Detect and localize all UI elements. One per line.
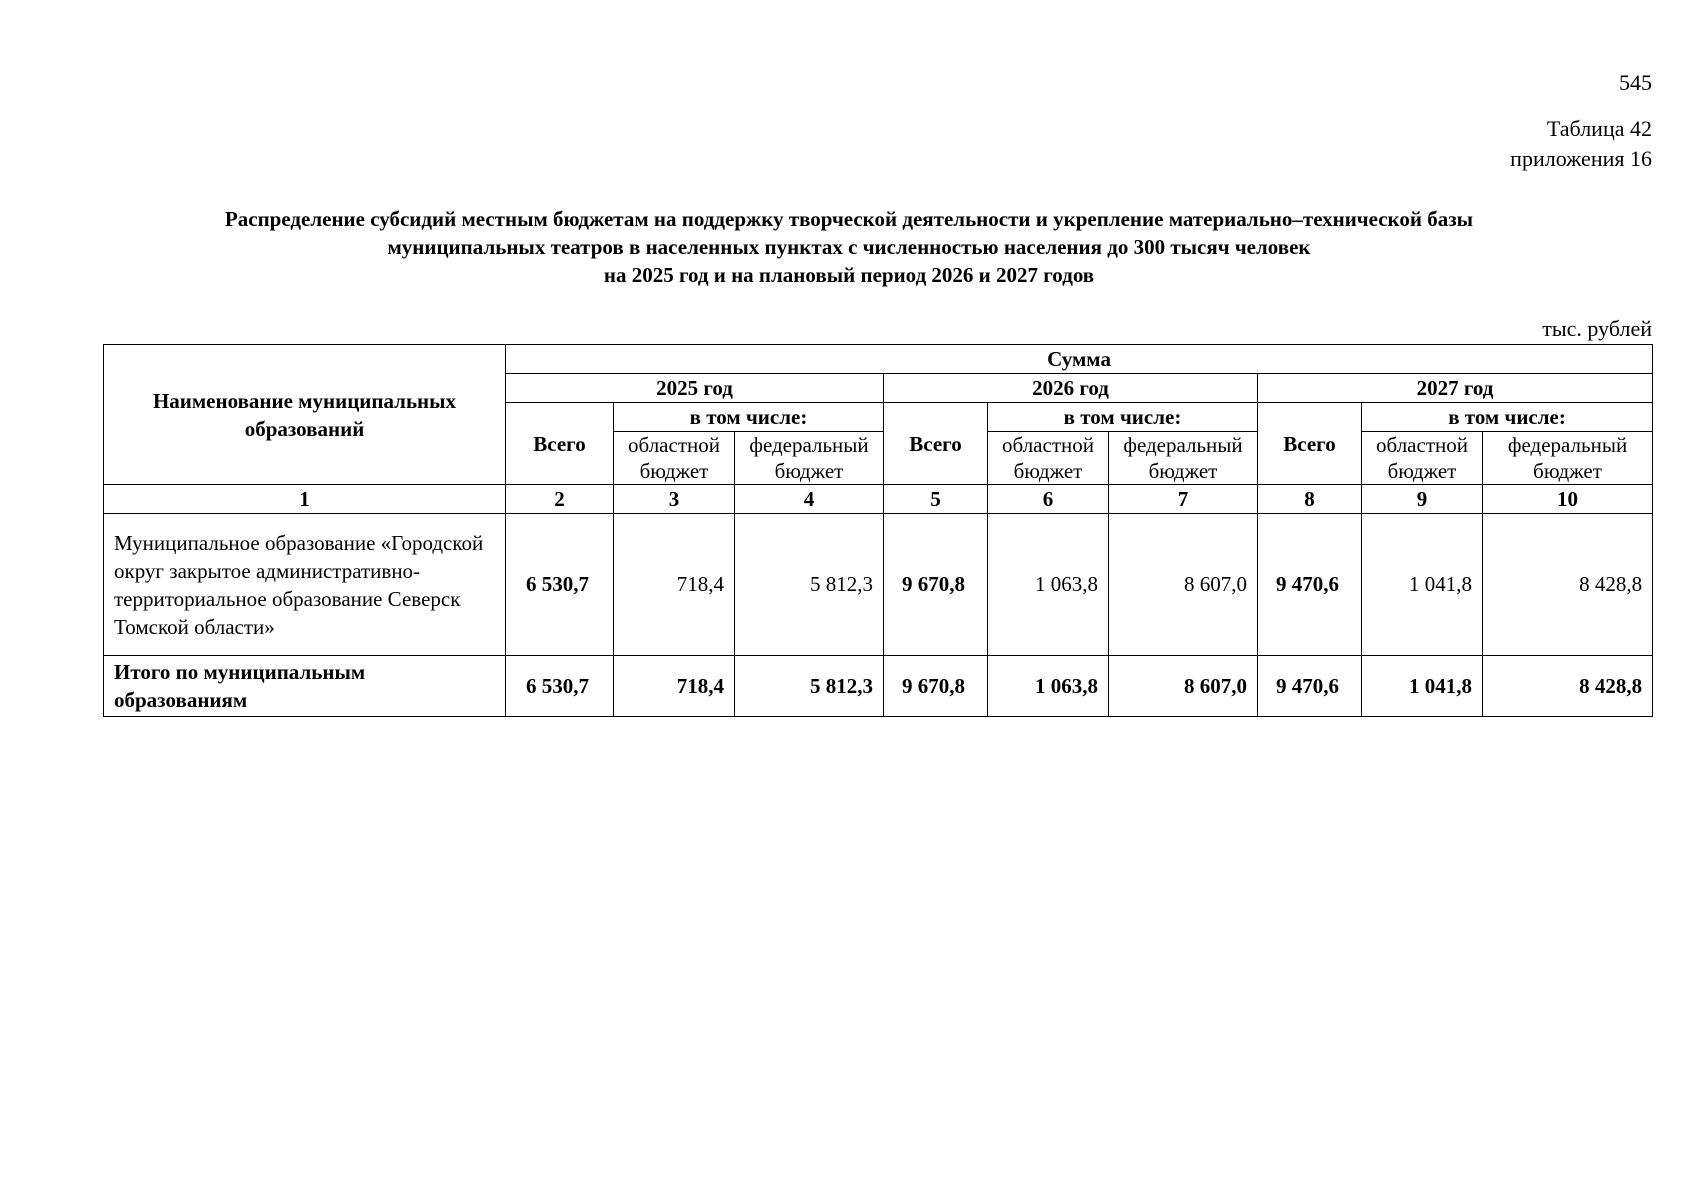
table-ref-line-1: Таблица 42	[1546, 116, 1652, 141]
header-including-2026: в том числе:	[988, 403, 1258, 432]
page-number: 545	[1619, 70, 1652, 95]
header-name-col: Наименование муниципальных образований	[104, 345, 506, 485]
total-value-cell: 8 428,8	[1483, 656, 1653, 717]
title-line-1: Распределение субсидий местным бюджетам на поддержку творческой деятельности и укрепление материально–технической базы	[224, 207, 1474, 231]
title-line-2: муниципальных театров в населенных пунктах с численностью населения до 300 тысяч человек	[387, 235, 1311, 259]
column-number: 9	[1362, 485, 1483, 514]
units-label: тыс. рублей	[1542, 316, 1652, 341]
header-total-2025: Всего	[506, 403, 614, 485]
table-ref-line-2: приложения 16	[1510, 146, 1652, 171]
column-number: 8	[1258, 485, 1362, 514]
value-cell: 9 470,6	[1258, 514, 1362, 656]
column-number: 5	[884, 485, 988, 514]
total-row	[104, 656, 1653, 717]
header-federal-2025: федеральный бюджет	[735, 432, 884, 485]
column-number: 2	[506, 485, 614, 514]
total-value-cell: 718,4	[614, 656, 735, 717]
header-total-2027: Всего	[1258, 403, 1362, 485]
value-cell: 6 530,7	[506, 514, 614, 656]
header-year-2025: 2025 год	[506, 374, 884, 403]
municipality-name: Муниципальное образование «Городской округ закрытое административно-территориальное образование Северск Томской области»	[104, 514, 506, 656]
value-cell: 718,4	[614, 514, 735, 656]
header-total-2026: Всего	[884, 403, 988, 485]
total-value-cell: 5 812,3	[735, 656, 884, 717]
value-cell: 5 812,3	[735, 514, 884, 656]
header-sum: Сумма	[506, 345, 1653, 374]
header-row-sum	[104, 345, 1653, 374]
table-reference	[1510, 114, 1652, 174]
column-number: 7	[1109, 485, 1258, 514]
column-numbers-row	[104, 485, 1653, 514]
subsidy-table	[103, 344, 1653, 717]
table-row	[104, 514, 1653, 656]
header-federal-2027: федеральный бюджет	[1483, 432, 1653, 485]
header-year-2027: 2027 год	[1258, 374, 1653, 403]
total-value-cell: 1 063,8	[988, 656, 1109, 717]
value-cell: 8 607,0	[1109, 514, 1258, 656]
header-federal-2026: федеральный бюджет	[1109, 432, 1258, 485]
column-number: 1	[104, 485, 506, 514]
title-line-3: на 2025 год и на плановый период 2026 и 2027 годов	[603, 263, 1095, 287]
total-value-cell: 6 530,7	[506, 656, 614, 717]
value-cell: 8 428,8	[1483, 514, 1653, 656]
value-cell: 1 063,8	[988, 514, 1109, 656]
total-label: Итого по муниципальным образованиям	[104, 656, 506, 717]
value-cell: 9 670,8	[884, 514, 988, 656]
header-including-2027: в том числе:	[1362, 403, 1653, 432]
header-regional-2026: областной бюджет	[988, 432, 1109, 485]
column-number: 3	[614, 485, 735, 514]
total-value-cell: 9 670,8	[884, 656, 988, 717]
total-value-cell: 8 607,0	[1109, 656, 1258, 717]
header-including-2025: в том числе:	[614, 403, 884, 432]
column-number: 4	[735, 485, 884, 514]
header-regional-2027: областной бюджет	[1362, 432, 1483, 485]
column-number: 6	[988, 485, 1109, 514]
value-cell: 1 041,8	[1362, 514, 1483, 656]
header-year-2026: 2026 год	[884, 374, 1258, 403]
header-regional-2025: областной бюджет	[614, 432, 735, 485]
total-value-cell: 1 041,8	[1362, 656, 1483, 717]
column-number: 10	[1483, 485, 1653, 514]
total-value-cell: 9 470,6	[1258, 656, 1362, 717]
document-title	[0, 205, 1698, 289]
